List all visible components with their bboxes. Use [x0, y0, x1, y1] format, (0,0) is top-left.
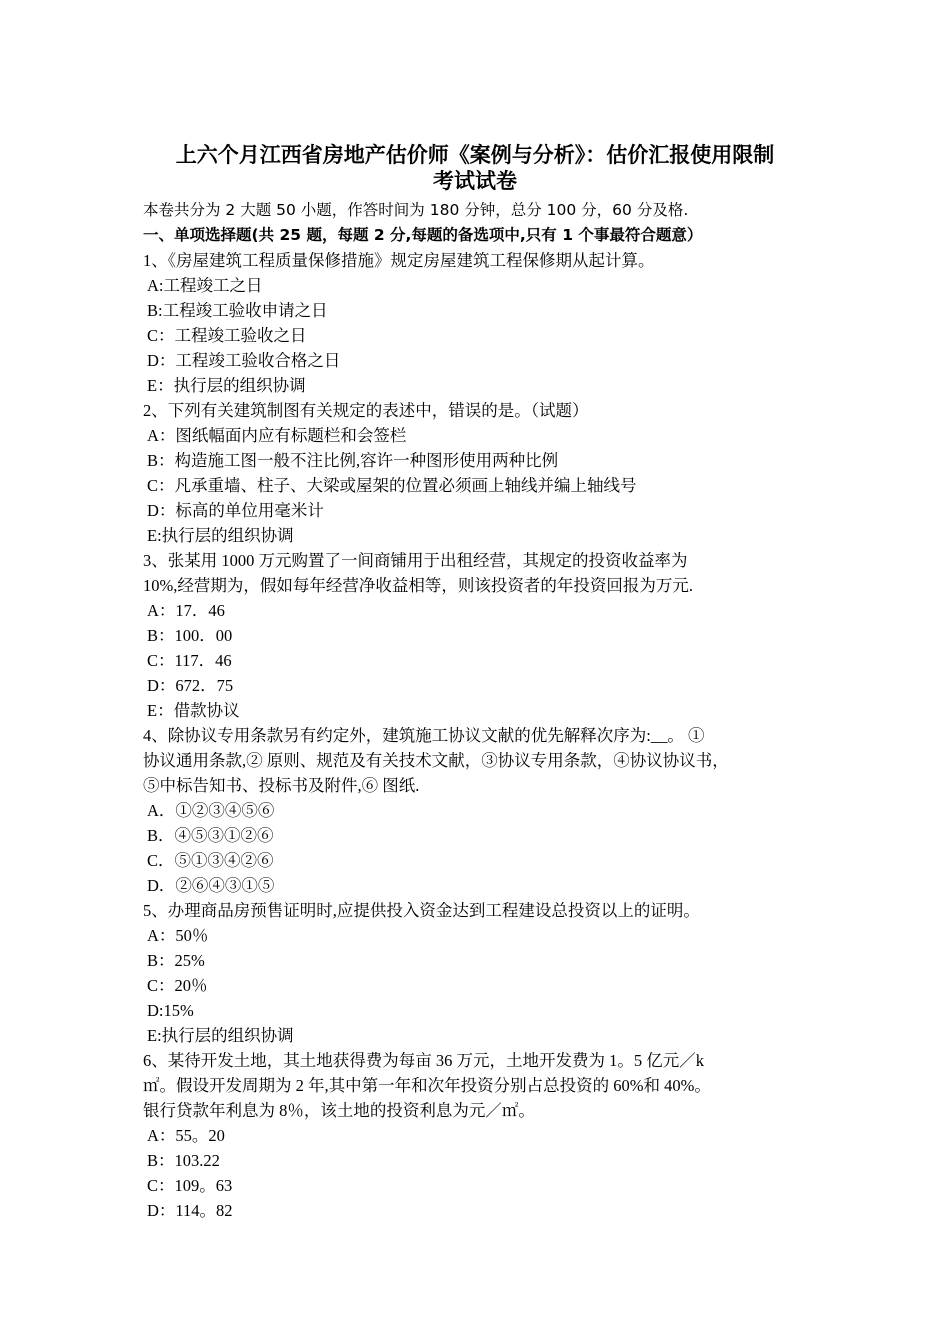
option: B:工程竣工验收申请之日 — [147, 301, 328, 320]
option: A：50％ — [147, 926, 209, 945]
option: E:执行层的组织协调 — [147, 1026, 294, 1045]
option: B：25% — [147, 951, 205, 970]
title-line-1: 上六个月江西省房地产估价师《案例与分析》：估价汇报使用限制 — [175, 143, 775, 167]
option: D：标高的单位用毫米计 — [147, 501, 324, 520]
question-text: 6、某待开发土地，其土地获得费为每亩 36 万元，土地开发费为 1。5 亿元／k — [143, 1051, 704, 1070]
question-6 — [143, 1048, 823, 1223]
option: A：图纸幅面内应有标题栏和会签栏 — [147, 426, 407, 445]
option: E：执行层的组织协调 — [147, 376, 306, 395]
option: C：工程竣工验收之日 — [147, 326, 307, 345]
option: B：100．00 — [147, 626, 233, 645]
question-text: 10%,经营期为，假如每年经营净收益相等，则该投资者的年投资回报为万元. — [143, 576, 693, 595]
document-title — [120, 142, 830, 194]
option: A:工程竣工之日 — [147, 276, 263, 295]
option: D：工程竣工验收合格之日 — [147, 351, 341, 370]
question-text: 2、下列有关建筑制图有关规定的表述中，错误的是。（试题） — [143, 401, 589, 420]
question-text: ㎡。假设开发周期为 2 年,其中第一年和次年投资分别占总投资的 60%和 40%。 — [143, 1076, 711, 1095]
question-text: 银行贷款年利息为 8％，该土地的投资利息为元／㎡。 — [143, 1101, 535, 1120]
question-4 — [143, 723, 823, 898]
option: D．②⑥④③①⑤ — [147, 876, 275, 895]
question-2 — [143, 398, 823, 548]
question-1 — [143, 248, 823, 398]
option: C：109。63 — [147, 1176, 233, 1195]
option: E:执行层的组织协调 — [147, 526, 294, 545]
question-text: 5、办理商品房预售证明时,应提供投入资金达到工程建设总投资以上的证明。 — [143, 901, 700, 920]
option: C：20％ — [147, 976, 208, 995]
option: B．④⑤③①②⑥ — [147, 826, 274, 845]
document-body — [143, 198, 823, 1223]
question-text: ⑤中标告知书、投标书及附件,⑥ 图纸. — [143, 776, 420, 795]
exam-intro: 本卷共分为 2 大题 50 小题，作答时间为 180 分钟，总分 100 分，60 分及格. — [143, 201, 689, 219]
question-3 — [143, 548, 823, 723]
option: A：55。20 — [147, 1126, 225, 1145]
option: C．⑤①③④②⑥ — [147, 851, 274, 870]
question-text: 4、除协议专用条款另有约定外，建筑施工协议文献的优先解释次序为:__。 ① — [143, 726, 705, 745]
option: A．①②③④⑤⑥ — [147, 801, 275, 820]
option: B：103.22 — [147, 1151, 220, 1170]
question-text: 协议通用条款,② 原则、规范及有关技术文献，③协议专用条款，④协议协议书， — [143, 751, 729, 770]
option: B：构造施工图一般不注比例,容许一种图形使用两种比例 — [147, 451, 559, 470]
question-5 — [143, 898, 823, 1048]
option: D:15% — [147, 1001, 194, 1020]
option: D：672．75 — [147, 676, 234, 695]
option: A：17．46 — [147, 601, 225, 620]
question-text: 3、张某用 1000 万元购置了一间商铺用于出租经营，其规定的投资收益率为 — [143, 551, 688, 570]
option: E：借款协议 — [147, 701, 240, 720]
option: C：凡承重墙、柱子、大梁或屋架的位置必须画上轴线并编上轴线号 — [147, 476, 637, 495]
option: C：117．46 — [147, 651, 232, 670]
title-line-2: 考试试卷 — [433, 169, 517, 193]
question-text: 1、《房屋建筑工程质量保修措施》规定房屋建筑工程保修期从起计算。 — [143, 251, 655, 270]
option: D：114。82 — [147, 1201, 233, 1220]
section-heading: 一、单项选择题(共 25 题，每题 2 分,每题的备选项中,只有 1 个事最符合题意） — [143, 226, 703, 244]
